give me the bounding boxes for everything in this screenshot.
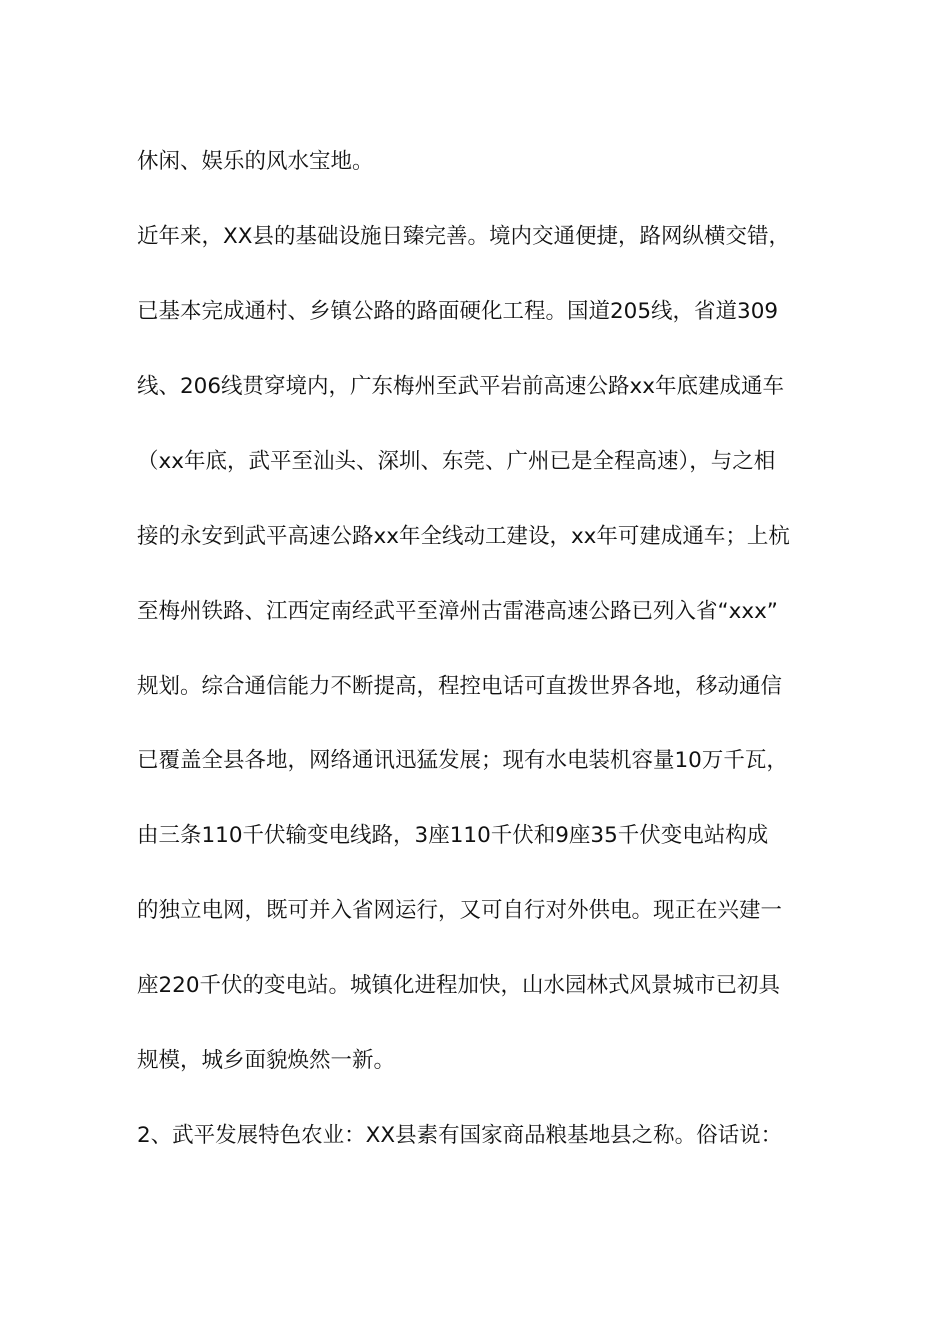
text-line: 2、武平发展特色农业：XX县素有国家商品粮基地县之称。俗话说： [137, 1123, 783, 1148]
text-line: 规模，城乡面貌焕然一新。 [137, 1048, 396, 1073]
text-line: 已覆盖全县各地，网络通讯迅猛发展；现有水电装机容量10万千瓦， [137, 748, 788, 773]
text-line: 近年来，XX县的基础设施日臻完善。境内交通便捷，路网纵横交错， [137, 224, 790, 249]
text-line: 接的永安到武平高速公路xx年全线动工建设，xx年可建成通车；上杭 [137, 524, 790, 549]
text-line: 座220千伏的变电站。城镇化进程加快，山水园林式风景城市已初具 [137, 973, 781, 998]
text-line: 已基本完成通村、乡镇公路的路面硬化工程。国道205线，省道309 [137, 299, 779, 324]
text-line: 至梅州铁路、江西定南经武平至漳州古雷港高速公路已列入省“xxx” [137, 599, 778, 624]
text-line: 由三条110千伏输变电线路，3座110千伏和9座35千伏变电站构成 [137, 823, 769, 848]
text-line: 线、206线贯穿境内，广东梅州至武平岩前高速公路xx年底建成通车 [137, 374, 784, 399]
text-line: 的独立电网，既可并入省网运行，又可自行对外供电。现正在兴建一 [137, 898, 783, 923]
text-line: 休闲、娱乐的风水宝地。 [137, 149, 374, 174]
text-line: 规划。综合通信能力不断提高，程控电话可直拨世界各地，移动通信 [137, 674, 783, 699]
text-line: （xx年底，武平至汕头、深圳、东莞、广州已是全程高速），与之相 [137, 449, 776, 474]
